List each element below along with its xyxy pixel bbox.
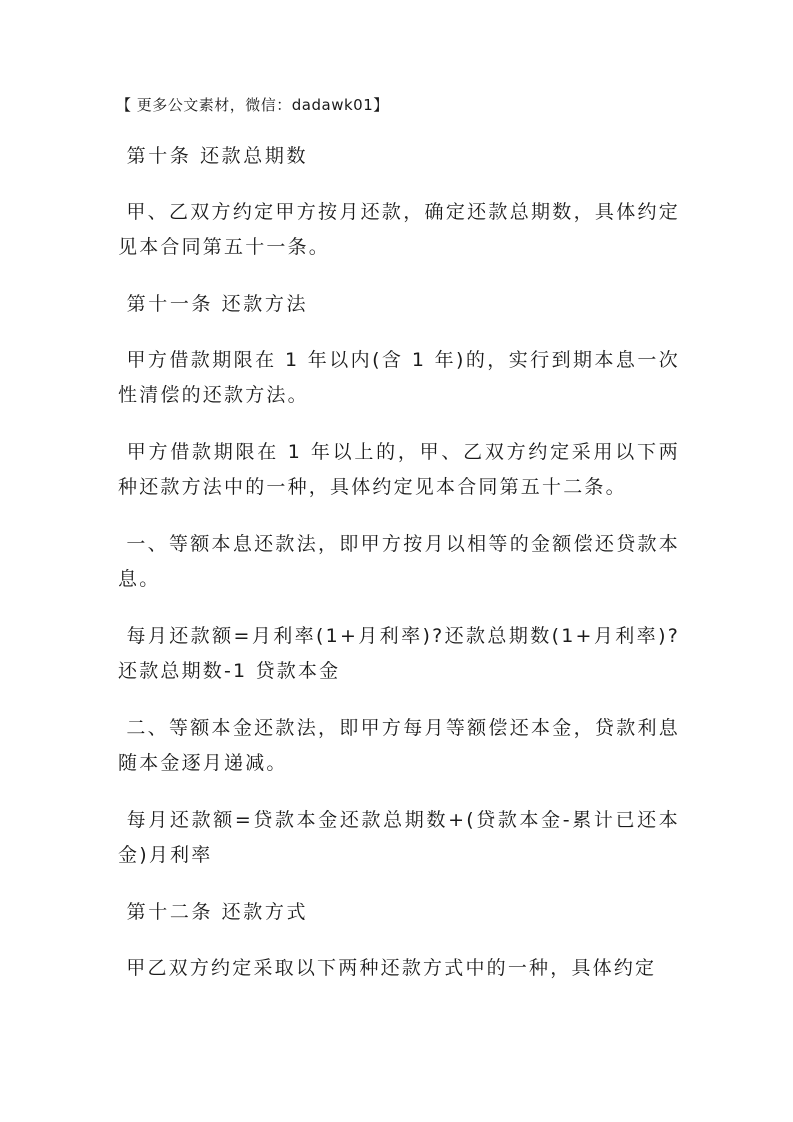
article-10-heading: 第十条 还款总期数 <box>118 145 309 167</box>
method-equal-principal: 二、等额本金还款法，即甲方每月等额偿还本金，贷款利息随本金逐月递减。 <box>118 717 680 774</box>
article-12-heading: 第十二条 还款方式 <box>118 901 309 923</box>
method-equal-installment: 一、等额本息还款法，即甲方按月以相等的金额偿还贷款本息。 <box>118 533 680 590</box>
article-11-body-1: 甲方借款期限在 1 年以内(含 1 年)的，实行到期本息一次性清偿的还款方法。 <box>118 349 680 406</box>
formula-equal-principal: 每月还款额=贷款本金还款总期数+(贷款本金-累计已还本金)月利率 <box>118 809 680 866</box>
article-11-heading: 第十一条 还款方法 <box>118 293 309 315</box>
article-12-body: 甲乙双方约定采取以下两种还款方式中的一种，具体约定 <box>118 957 657 979</box>
article-11-body-2: 甲方借款期限在 1 年以上的，甲、乙双方约定采用以下两种还款方法中的一种，具体约定见本合同第五十二条。 <box>118 441 680 498</box>
article-10-body: 甲、乙双方约定甲方按月还款，确定还款总期数，具体约定见本合同第五十一条。 <box>118 201 680 258</box>
formula-equal-installment: 每月还款额=月利率(1+月利率)?还款总期数(1+月利率)?还款总期数-1 贷款本金 <box>118 625 680 682</box>
header-note: 【 更多公文素材，微信：dadawk01】 <box>116 96 389 114</box>
